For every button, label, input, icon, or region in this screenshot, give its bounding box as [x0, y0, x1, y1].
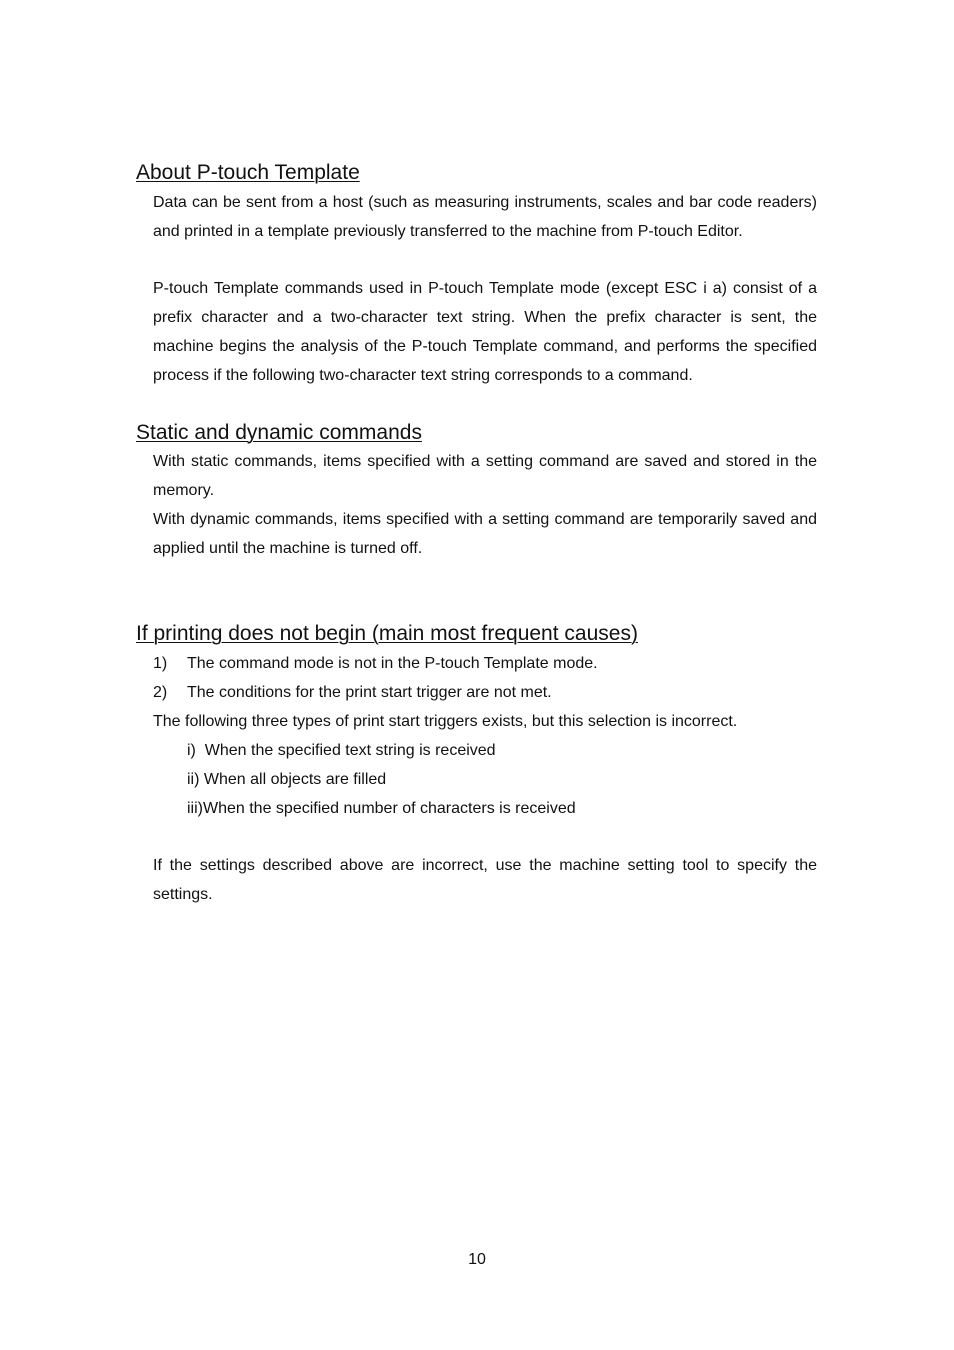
heading-about-ptouch-template: About P-touch Template: [136, 161, 360, 184]
sub-item: ii) When all objects are filled: [187, 771, 387, 788]
sub-item: i) When the specified text string is received: [187, 742, 496, 759]
list-item-number: 1): [153, 655, 168, 672]
paragraph-data-sent: Data can be sent from a host (such as measuring instruments, scales and bar code readers) and printed in a template previously transferred to the machine from P-touch Editor.: [153, 194, 817, 240]
paragraph-dynamic-commands: With dynamic commands, items specified with a setting command are temporarily saved and applied until the machine is turned off.: [153, 511, 817, 557]
trigger-types-intro: The following three types of print start triggers exists, but this selection is incorrect.: [153, 713, 738, 730]
page-number: 10: [468, 1251, 486, 1268]
heading-printing-not-begin: If printing does not begin (main most frequent causes): [136, 622, 638, 645]
paragraph-static-commands: With static commands, items specified with a setting command are saved and stored in the memory.: [153, 453, 817, 499]
heading-static-dynamic-commands: Static and dynamic commands: [136, 421, 422, 444]
list-item-number: 2): [153, 684, 168, 701]
list-item-text: The command mode is not in the P-touch Template mode.: [187, 655, 598, 672]
sub-item: iii)When the specified number of characters is received: [187, 800, 576, 817]
list-item-text: The conditions for the print start trigger are not met.: [187, 684, 552, 701]
paragraph-template-commands: P-touch Template commands used in P-touch Template mode (except ESC i a) consist of a prefix character and a two-character text string. When the prefix character is sent, the machine begins the analysis of the P-touch Template command, and performs the specified process if the following two-character text string corresponds to a command.: [153, 280, 817, 384]
paragraph-settings-incorrect: If the settings described above are incorrect, use the machine setting tool to specify the settings.: [153, 857, 817, 903]
